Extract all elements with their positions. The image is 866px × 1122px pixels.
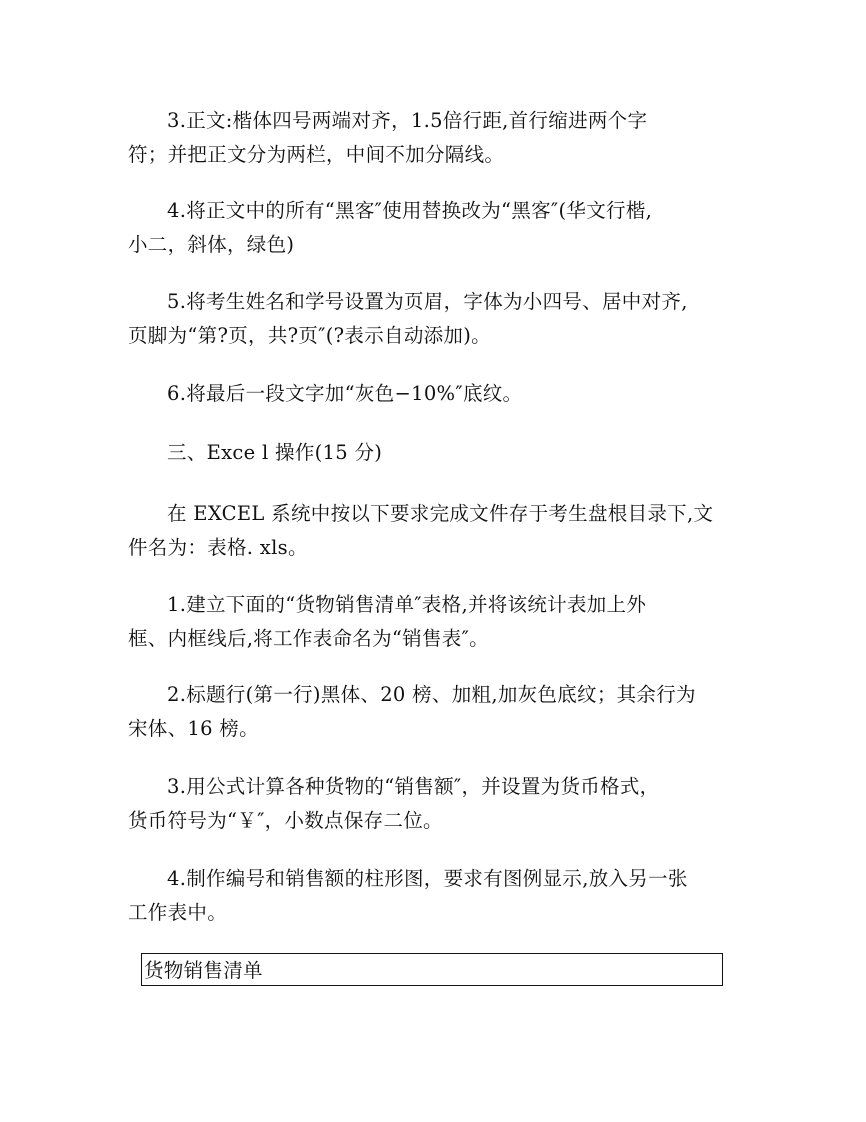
paragraph-line: 4.制作编号和销售额的柱形图，要求有图例显示,放入另一张 <box>167 867 688 890</box>
paragraph-line: 4.将正文中的所有“黑客″使用替换改为“黑客″(华文行楷, <box>167 199 653 222</box>
paragraph-line: 2.标题行(第一行)黑体、20 榜、加粗,加灰色底纹；其余行为 <box>167 683 696 706</box>
paragraph-line: 6.将最后一段文字加“灰色−10%″底纹。 <box>167 382 523 405</box>
paragraph-line: 货币符号为“￥″，小数点保存二位。 <box>128 809 443 832</box>
paragraph-excel-step4 <box>128 862 748 930</box>
table-title-cell: 货物销售清单 <box>144 959 263 982</box>
paragraph-line: 符；并把正文分为两栏，中间不加分隔线。 <box>128 143 505 166</box>
paragraph-line: 页脚为“第?页，共?页″(?表示自动添加)。 <box>128 324 491 347</box>
paragraph-line: 3.用公式计算各种货物的“销售额″，并设置为货币格式， <box>167 775 660 798</box>
paragraph-line: 在 EXCEL 系统中按以下要求完成文件存于考生盘根目录下,文 <box>167 502 714 525</box>
paragraph-replace-hacker <box>128 194 748 262</box>
paragraph-line: 小二，斜体，绿色) <box>128 233 295 256</box>
paragraph-shading <box>128 377 748 411</box>
paragraph-line: 工作表中。 <box>128 901 228 924</box>
paragraph-excel-step2 <box>128 678 748 746</box>
paragraph-body-format <box>128 104 748 172</box>
paragraph-line: 3.正文:楷体四号两端对齐，1.5倍行距,首行缩进两个字 <box>167 109 648 132</box>
paragraph-excel-intro <box>128 497 748 565</box>
paragraph-excel-step1 <box>128 588 748 656</box>
paragraph-header-footer <box>128 285 748 353</box>
paragraph-line: 宋体、16 榜。 <box>128 717 259 740</box>
section-heading-excel <box>128 436 748 470</box>
paragraph-line: 件名为：表格. xls。 <box>128 536 308 559</box>
sales-list-table <box>141 953 723 986</box>
paragraph-excel-step3 <box>128 770 748 838</box>
paragraph-line: 5.将考生姓名和学号设置为页眉，字体为小四号、居中对齐, <box>167 290 688 313</box>
paragraph-line: 1.建立下面的“货物销售清单″表格,并将该统计表加上外 <box>167 593 647 616</box>
paragraph-line: 框、内框线后,将工作表命名为“销售表″。 <box>128 627 489 650</box>
paragraph-line: 三、Exce l 操作(15 分) <box>167 441 383 464</box>
